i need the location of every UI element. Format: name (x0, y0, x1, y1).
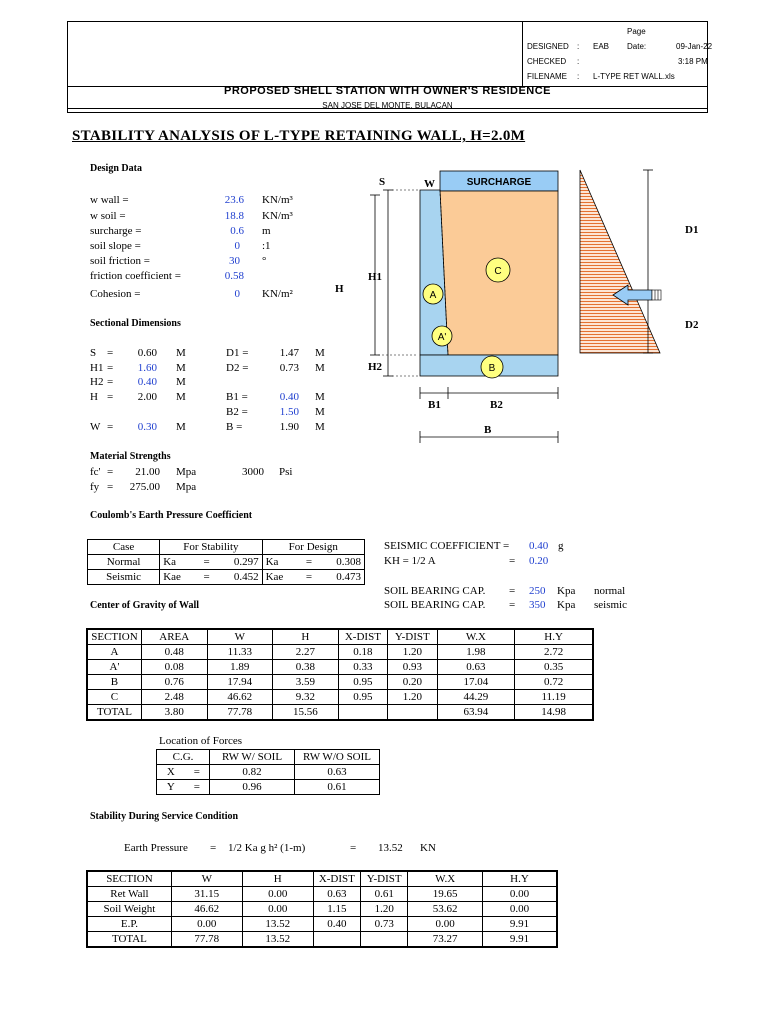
cell: 0.72 (515, 675, 593, 690)
table-row (157, 765, 380, 780)
cell: 0.82 (210, 765, 295, 780)
seismic-coef-unit: g (558, 540, 564, 552)
cell: 0.35 (515, 660, 593, 675)
dim-value: 0.40 (279, 391, 299, 403)
cell: 0.00 (171, 917, 242, 932)
cell: 0.08 (141, 660, 207, 675)
cell: 9.91 (482, 917, 557, 932)
ep-eq2: = (350, 842, 357, 854)
psi-unit: Psi (279, 466, 293, 478)
dim-unit: M (176, 391, 186, 403)
cell: 11.33 (207, 645, 273, 660)
cell: 13.52 (242, 917, 313, 932)
cell: 2.48 (141, 690, 207, 705)
coulomb-heading: Coulomb's Earth Pressure Coefficient (90, 510, 253, 521)
dd-unit: m (262, 225, 271, 237)
cell: = (197, 555, 216, 570)
cell: 63.94 (437, 705, 515, 721)
header-cell: SECTION (87, 871, 171, 887)
sbc-seismic-label: SOIL BEARING CAP. (384, 599, 486, 611)
header-cell: H (273, 629, 339, 645)
cell: 53.62 (408, 902, 483, 917)
s-label: S (379, 176, 386, 188)
cell: TOTAL (87, 932, 171, 948)
cell: E.P. (87, 917, 171, 932)
dim-value: 0.30 (137, 421, 157, 433)
header-cell: RW W/ SOIL (210, 750, 295, 765)
dim-eq: = (107, 421, 114, 433)
table-row (88, 570, 365, 585)
cell: 0.18 (338, 645, 387, 660)
b2-label: B2 (490, 399, 503, 411)
cell: Soil Weight (87, 902, 171, 917)
dim-unit: M (315, 391, 325, 403)
cell: 0.297 (216, 555, 262, 570)
cg-heading: Center of Gravity of Wall (90, 600, 200, 611)
dim-value: 0.60 (137, 347, 157, 359)
ep-label: Earth Pressure (124, 842, 188, 854)
cell: 77.78 (207, 705, 273, 721)
cell (388, 705, 437, 721)
kh-value: 0.20 (529, 555, 549, 567)
section-a-prime-label: A' (437, 332, 447, 343)
dim-unit: M (176, 376, 186, 388)
dim-unit: M (315, 421, 325, 433)
cell: Y (157, 780, 185, 795)
cell: 1.20 (388, 645, 437, 660)
dd-value: 18.8 (224, 210, 244, 222)
table-row (87, 902, 557, 917)
dim-label: S (90, 347, 97, 359)
cell: Kae (160, 570, 197, 585)
cell: 0.93 (388, 660, 437, 675)
table-total-row (87, 932, 557, 948)
table-header-row (157, 750, 380, 765)
d2-label: D2 (685, 319, 699, 331)
cell: 0.95 (338, 675, 387, 690)
sectional-heading: Sectional Dimensions (90, 318, 181, 329)
b1-label: B1 (428, 399, 441, 411)
filename-colon: : (577, 72, 580, 81)
dd-unit: KN/m³ (262, 210, 293, 222)
cell: = (299, 555, 318, 570)
seismic-coef-value: 0.40 (529, 540, 549, 552)
h2-label: H2 (368, 361, 383, 373)
cell: 46.62 (207, 690, 273, 705)
header-cell: RW W/O SOIL (295, 750, 380, 765)
cell: 44.29 (437, 690, 515, 705)
dd-unit: KN/m² (262, 288, 293, 300)
location-heading: Location of Forces (159, 735, 243, 747)
cell: 0.48 (141, 645, 207, 660)
dim-value: 2.00 (137, 391, 157, 403)
main-title: STABILITY ANALYSIS OF L-TYPE RETAINING WALL, H=2.0M (72, 128, 526, 144)
cell: Ka (262, 555, 299, 570)
cell: TOTAL (87, 705, 141, 721)
cell: 0.00 (242, 887, 313, 902)
table-total-row (87, 705, 593, 721)
filename-value: L-TYPE RET WALL.xls (593, 72, 675, 81)
table-row (87, 690, 593, 705)
checked-label: CHECKED (527, 57, 567, 66)
fy-label: fy (90, 481, 100, 493)
ep-eq: = (210, 842, 217, 854)
dd-unit: :1 (262, 240, 271, 252)
header-cell: X-DIST (313, 871, 360, 887)
cell: 0.308 (319, 555, 365, 570)
designed-label: DESIGNED (527, 42, 569, 51)
table-row (87, 917, 557, 932)
cell: 1.98 (437, 645, 515, 660)
header-cell: W (171, 871, 242, 887)
cell: 46.62 (171, 902, 242, 917)
dd-value: 30 (229, 255, 240, 267)
d1-label: D1 (685, 224, 699, 236)
service-heading: Stability During Service Condition (90, 811, 239, 822)
sbc-normal-note: normal (594, 585, 626, 597)
header-cell: H (242, 871, 313, 887)
header-cell: SECTION (87, 629, 141, 645)
filename-label: FILENAME (527, 72, 568, 81)
ep-formula: 1/2 Ka g h² (1-m) (228, 842, 306, 854)
sbc-normal-unit: Kpa (557, 585, 576, 597)
cell: = (185, 765, 210, 780)
cell: 77.78 (171, 932, 242, 948)
dd-value: 0.6 (230, 225, 244, 237)
dim-eq: = (107, 362, 114, 374)
cell: 0.20 (388, 675, 437, 690)
cell: Ret Wall (87, 887, 171, 902)
dim-value: 1.47 (279, 347, 299, 359)
sbc-seismic-eq: = (509, 599, 516, 611)
checked-colon: : (577, 57, 580, 66)
cell: 17.94 (207, 675, 273, 690)
dd-label: w soil = (90, 210, 126, 222)
dim-label: D1 = (226, 347, 249, 359)
cell: 0.00 (482, 887, 557, 902)
sbc-normal-eq: = (509, 585, 516, 597)
fy-eq: = (107, 481, 114, 493)
cell: 2.27 (273, 645, 339, 660)
header-cell: W.X (408, 871, 483, 887)
section-a-label: A (429, 290, 437, 301)
b-label: B (484, 424, 492, 436)
project-location: SAN JOSE DEL MONTE, BULACAN (322, 101, 453, 110)
cg-table (86, 628, 594, 721)
dd-unit: ° (262, 255, 267, 267)
dd-label: surcharge = (90, 225, 142, 237)
kh-label: KH = 1/2 A (384, 555, 436, 567)
table-row (87, 675, 593, 690)
dim-label: B = (226, 421, 243, 433)
cell: 0.38 (273, 660, 339, 675)
cell: A' (87, 660, 141, 675)
section-c-label: C (494, 266, 502, 277)
dd-label: soil slope = (90, 240, 141, 252)
dd-label: Cohesion = (90, 288, 141, 300)
cell: X (157, 765, 185, 780)
h-label: H (335, 283, 344, 295)
w-label: W (424, 178, 435, 190)
cell: 17.04 (437, 675, 515, 690)
cell: 0.95 (338, 690, 387, 705)
cell: 0.61 (361, 887, 408, 902)
dim-label: H (90, 391, 98, 403)
dim-eq: = (107, 376, 114, 388)
cell: 2.72 (515, 645, 593, 660)
cell: = (185, 780, 210, 795)
dim-eq: = (107, 347, 114, 359)
cell: Normal (88, 555, 160, 570)
dd-value: 0.58 (224, 270, 244, 282)
cell: 1.20 (361, 902, 408, 917)
cell: 0.76 (141, 675, 207, 690)
sbc-seismic-note: seismic (594, 599, 627, 611)
header-cell: Case (88, 540, 160, 555)
cell: 31.15 (171, 887, 242, 902)
checked-value: 3:18 PM (678, 57, 708, 66)
header-cell: W.X (437, 629, 515, 645)
date-label: Date: (627, 42, 647, 51)
header-cell: Y-DIST (388, 629, 437, 645)
cell: A (87, 645, 141, 660)
cell: 3.59 (273, 675, 339, 690)
cell: 0.40 (313, 917, 360, 932)
dim-eq: = (107, 391, 114, 403)
fc-psi: 3000 (242, 466, 264, 478)
cell: Ka (160, 555, 197, 570)
table-header-row (87, 871, 557, 887)
dim-label: W (90, 421, 101, 433)
project-title: PROPOSED SHELL STATION WITH OWNER'S RESIDENCE (223, 85, 552, 97)
fc-eq: = (107, 466, 114, 478)
header-cell: X-DIST (338, 629, 387, 645)
sbc-normal-value: 250 (529, 585, 546, 597)
dim-value: 1.50 (279, 406, 299, 418)
header-cell: H.Y (482, 871, 557, 887)
dd-label: soil friction = (90, 255, 150, 267)
dim-value: 0.73 (279, 362, 299, 374)
table-header-row (87, 629, 593, 645)
cell: Kae (262, 570, 299, 585)
cell: 1.15 (313, 902, 360, 917)
designed-value: EAB (593, 42, 610, 51)
dim-unit: M (176, 362, 186, 374)
table-header-row (88, 540, 365, 555)
material-heading: Material Strengths (90, 451, 171, 462)
cell (338, 705, 387, 721)
dim-unit: M (315, 362, 325, 374)
cell: 15.56 (273, 705, 339, 721)
ep-unit: KN (420, 842, 436, 854)
dim-unit: M (315, 347, 325, 359)
dd-value: 23.6 (224, 194, 244, 206)
table-row (87, 660, 593, 675)
table-row (87, 645, 593, 660)
cell: 9.91 (482, 932, 557, 948)
dim-unit: M (315, 406, 325, 418)
header-cell: H.Y (515, 629, 593, 645)
location-table (156, 749, 380, 795)
cell: 0.473 (319, 570, 365, 585)
service-table (86, 870, 558, 948)
dim-unit: M (176, 421, 186, 433)
cell: 13.52 (242, 932, 313, 948)
cell: 1.20 (388, 690, 437, 705)
dim-label: B2 = (226, 406, 248, 418)
coulomb-table (87, 539, 365, 585)
fc-value: 21.00 (135, 466, 160, 478)
cell: 0.63 (295, 765, 380, 780)
designed-colon: : (577, 42, 580, 51)
surcharge-label: SURCHARGE (466, 177, 532, 188)
fc-label: fc' (90, 466, 101, 478)
dd-unit: KN/m³ (262, 194, 293, 206)
cell: 19.65 (408, 887, 483, 902)
cell: 0.00 (482, 902, 557, 917)
header-box (67, 21, 713, 113)
dim-value: 0.40 (137, 376, 157, 388)
cell: C (87, 690, 141, 705)
dim-label: H1 (90, 362, 104, 374)
sbc-normal-label: SOIL BEARING CAP. (384, 585, 486, 597)
seismic-coef-label: SEISMIC COEFFICIENT = (384, 540, 510, 552)
cell (313, 932, 360, 948)
h1-label: H1 (368, 271, 383, 283)
cell: 11.19 (515, 690, 593, 705)
retaining-wall-diagram (330, 165, 710, 450)
dim-label: B1 = (226, 391, 248, 403)
ep-value: 13.52 (378, 842, 403, 854)
header-cell: C.G. (157, 750, 210, 765)
cell: = (299, 570, 318, 585)
cell: 1.89 (207, 660, 273, 675)
cell: 0.00 (408, 917, 483, 932)
cell: 0.73 (361, 917, 408, 932)
kh-eq: = (509, 555, 516, 567)
cell: Seismic (88, 570, 160, 585)
header-cell: For Stability (160, 540, 262, 555)
cell: 14.98 (515, 705, 593, 721)
cell: = (197, 570, 216, 585)
fy-unit: Mpa (176, 481, 197, 493)
dim-label: D2 = (226, 362, 249, 374)
header-cell: W (207, 629, 273, 645)
cell: 3.80 (141, 705, 207, 721)
dd-label: w wall = (90, 194, 129, 206)
dim-value: 1.90 (279, 421, 299, 433)
cell: 0.452 (216, 570, 262, 585)
cell: 0.00 (242, 902, 313, 917)
header-cell: Y-DIST (361, 871, 408, 887)
table-row (87, 887, 557, 902)
dim-value: 1.60 (137, 362, 157, 374)
sbc-seismic-value: 350 (529, 599, 546, 611)
fy-value: 275.00 (129, 481, 160, 493)
table-row (157, 780, 380, 795)
cell: 0.63 (313, 887, 360, 902)
cell (361, 932, 408, 948)
dd-label: friction coefficient = (90, 270, 181, 282)
cell: 0.96 (210, 780, 295, 795)
cell: 0.63 (437, 660, 515, 675)
cell: B (87, 675, 141, 690)
page-label: Page (627, 27, 646, 36)
section-b-label: B (488, 363, 496, 374)
cell: 0.33 (338, 660, 387, 675)
date-value: 09-Jan-22 (676, 42, 713, 51)
dim-label: H2 (90, 376, 104, 388)
header-cell: AREA (141, 629, 207, 645)
header-cell: For Design (262, 540, 364, 555)
fc-unit: Mpa (176, 466, 197, 478)
sbc-seismic-unit: Kpa (557, 599, 576, 611)
design-data-heading: Design Data (90, 163, 142, 174)
dd-value: 0 (234, 288, 240, 300)
cell: 73.27 (408, 932, 483, 948)
table-row (88, 555, 365, 570)
dim-unit: M (176, 347, 186, 359)
cell: 9.32 (273, 690, 339, 705)
dd-value: 0 (234, 240, 240, 252)
cell: 0.61 (295, 780, 380, 795)
